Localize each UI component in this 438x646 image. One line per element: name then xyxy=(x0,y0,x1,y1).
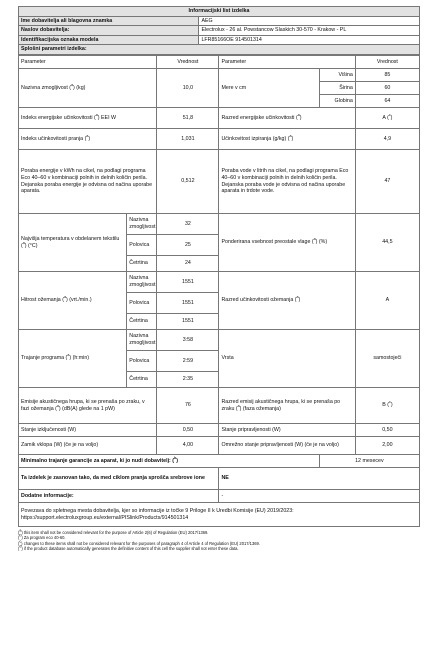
spin-half-value: 1551 xyxy=(157,293,219,314)
water-consumption-value: 47 xyxy=(355,150,419,214)
network-standby-label: Omrežno stanje pripravljenosti (W) (če je na voljo) xyxy=(219,437,355,455)
temp-half-label: Polovica xyxy=(127,235,157,256)
temp-quarter-label: Četrtina xyxy=(127,256,157,272)
dimension-depth-value: 64 xyxy=(355,95,419,108)
col-header-parameter: Parameter xyxy=(19,56,157,69)
supplier-weblink[interactable]: Povezava do spletnega mesta dobavitelja, kjer so informacije iz točke 9 Priloge II k Uredbi Komisije (EU) 2019/2023: https://support.electroluxgroup.eu/external/PISlink/Products/914501314 xyxy=(19,503,420,527)
model-id-label: Identifikacijska oznaka modela xyxy=(19,35,199,45)
guarantee-value: 12 mesecev xyxy=(319,455,419,468)
col-header-value-2: Vrednost xyxy=(355,56,419,69)
footnote-d: ($^d$) if the product database automatically generates the definitive content of this cell the supplier shall not enter these data. xyxy=(18,544,239,551)
temp-half-value: 25 xyxy=(157,235,219,256)
temp-rated-label: Nazivna zmogljivost xyxy=(127,214,157,235)
spin-class-label: Razred učinkovitosti ožemanja ($^a$) xyxy=(219,272,355,330)
eei-value: 51,8 xyxy=(157,108,219,129)
supplier-address-label: Naslov dobavitelja: xyxy=(19,26,199,36)
product-info-sheet xyxy=(18,6,420,551)
delay-start-value: 4,00 xyxy=(157,437,219,455)
supplier-name-value: AEG xyxy=(199,16,420,26)
rinse-efficiency-value: 4,9 xyxy=(355,129,419,150)
supplier-address-value: Electrolux - 26 al. Powstancow Slaskich 30-570 - Krakow - PL xyxy=(199,26,420,36)
model-id-value: LFR85166OE 914501314 xyxy=(199,35,420,45)
dimension-width-label: Širina xyxy=(319,82,355,95)
supplier-name-label: Ime dobavitelja ali blagovna znamka xyxy=(19,16,199,26)
water-consumption-label: Poraba vode v litrih na cikel, na podlagi programa Eco 40–60 v kombinaciji polnih in delnih količin perila. Dejanska poraba vode je odvisna od načina uporabe aparata in trdote vode. xyxy=(219,150,355,214)
temp-quarter-value: 24 xyxy=(157,256,219,272)
duration-quarter-value: 2:35 xyxy=(157,372,219,388)
eei-label: Indeks energijske učinkovitosti ($^a$) EEI W xyxy=(19,108,157,129)
delay-start-label: Zamik vklopa (W) (če je na voljo) xyxy=(19,437,157,455)
max-temperature-label: Najvišja temperatura v obdelanem tekstilu ($^a$) (°C) xyxy=(19,214,127,272)
footnote-a: ($^a$) this item shall not be considered relevant for the purpose of Article 2(6) of Regulation (EU) 2017/1369. xyxy=(18,528,209,536)
silver-ion-label: Ta izdelek je zasnovan tako, da med ciklom pranja sprošča srebrove ione xyxy=(19,468,219,490)
guarantee-label: Minimalno trajanje garancije za aparat, ki jo nudi dobavitelj: ($^b$) xyxy=(19,455,320,468)
col-header-value: Vrednost xyxy=(157,56,219,69)
parameters-table xyxy=(18,55,420,527)
type-value: samostoječi xyxy=(355,330,419,388)
duration-label: Trajanje programa ($^a$) (h:min) xyxy=(19,330,127,388)
moisture-value: 44,5 xyxy=(355,214,419,272)
duration-half-label: Polovica xyxy=(127,351,157,372)
duration-half-value: 2:59 xyxy=(157,351,219,372)
spin-quarter-label: Četrtina xyxy=(127,314,157,330)
energy-consumption-value: 0,512 xyxy=(157,150,219,214)
duration-rated-value: 3:58 xyxy=(157,330,219,351)
spin-half-label: Polovica xyxy=(127,293,157,314)
spin-class-value: A xyxy=(355,272,419,330)
footnote-b: ($^b$) Za program eco 40-60. xyxy=(18,534,66,541)
duration-quarter-label: Četrtina xyxy=(127,372,157,388)
off-mode-label: Stanje izključenosti (W) xyxy=(19,424,157,437)
dimension-height-label: Višina xyxy=(319,69,355,82)
sheet-title: Informacijski list izdelka xyxy=(19,7,420,17)
noise-value: 76 xyxy=(157,388,219,424)
type-label: Vrsta xyxy=(219,330,355,388)
noise-label: Emisije akustičnega hrupa, ki se prenaša po zraku, v fazi ožemanja ($^a$) (dB(A) glede na 1 pW) xyxy=(19,388,157,424)
spin-rated-label: Nazivna zmogljivost xyxy=(127,272,157,293)
header-table xyxy=(18,6,420,55)
washing-index-label: Indeks učinkovitosti pranja ($^a$) xyxy=(19,129,157,150)
footnotes xyxy=(18,530,420,551)
energy-consumption-label: Poraba energije v kWh na cikel, na podlagi programa Eco 40–60 v kombinaciji polnih in delnih količin perila. Dejanska poraba energije je odvisna od načina uporabe aparata. xyxy=(19,150,157,214)
additional-info-value: - xyxy=(219,490,420,503)
footnote-c: ($^c$) changes to these items shall not be considered relevant for the purposes of paragraph 4 of Article 4 of Regulation (EU) 2017/1369. xyxy=(18,539,260,546)
temp-rated-value: 32 xyxy=(157,214,219,235)
col-header-parameter-2: Parameter xyxy=(219,56,355,69)
off-mode-value: 0,50 xyxy=(157,424,219,437)
silver-ion-value: NE xyxy=(219,468,420,490)
energy-class-label: Razred energijske učinkovitosti ($^a$) xyxy=(219,108,355,129)
spin-quarter-value: 1551 xyxy=(157,314,219,330)
rinse-efficiency-label: Učinkovitost izpiranja (g/kg) ($^a$) xyxy=(219,129,355,150)
spin-rated-value: 1551 xyxy=(157,272,219,293)
dimension-height-value: 85 xyxy=(355,69,419,82)
rated-capacity-label: Nazivna zmogljivost ($^a$) (kg) xyxy=(19,69,157,108)
additional-info-label: Dodatne informacije: xyxy=(19,490,219,503)
energy-class-value: A ($^c$) xyxy=(355,108,419,129)
section-title: Splošni parametri izdelka: xyxy=(19,45,420,55)
noise-class-label: Razred emisij akustičnega hrupa, ki se prenaša po zraku ($^a$) (faza ožemanja) xyxy=(219,388,355,424)
washing-index-value: 1,031 xyxy=(157,129,219,150)
rated-capacity-value: 10,0 xyxy=(157,69,219,108)
noise-class-value: B ($^c$) xyxy=(355,388,419,424)
dimension-width-value: 60 xyxy=(355,82,419,95)
dimensions-label: Mere v cm xyxy=(219,69,319,108)
spin-speed-label: Hitrost ožemanja ($^a$) (vrt./min.) xyxy=(19,272,127,330)
network-standby-value: 2,00 xyxy=(355,437,419,455)
dimension-depth-label: Globina xyxy=(319,95,355,108)
moisture-label: Ponderirana vsebnost preostale vlage ($^a$) (%) xyxy=(219,214,355,272)
duration-rated-label: Nazivna zmogljivost xyxy=(127,330,157,351)
standby-value: 0,50 xyxy=(355,424,419,437)
standby-label: Stanje pripravljenosti (W) xyxy=(219,424,355,437)
